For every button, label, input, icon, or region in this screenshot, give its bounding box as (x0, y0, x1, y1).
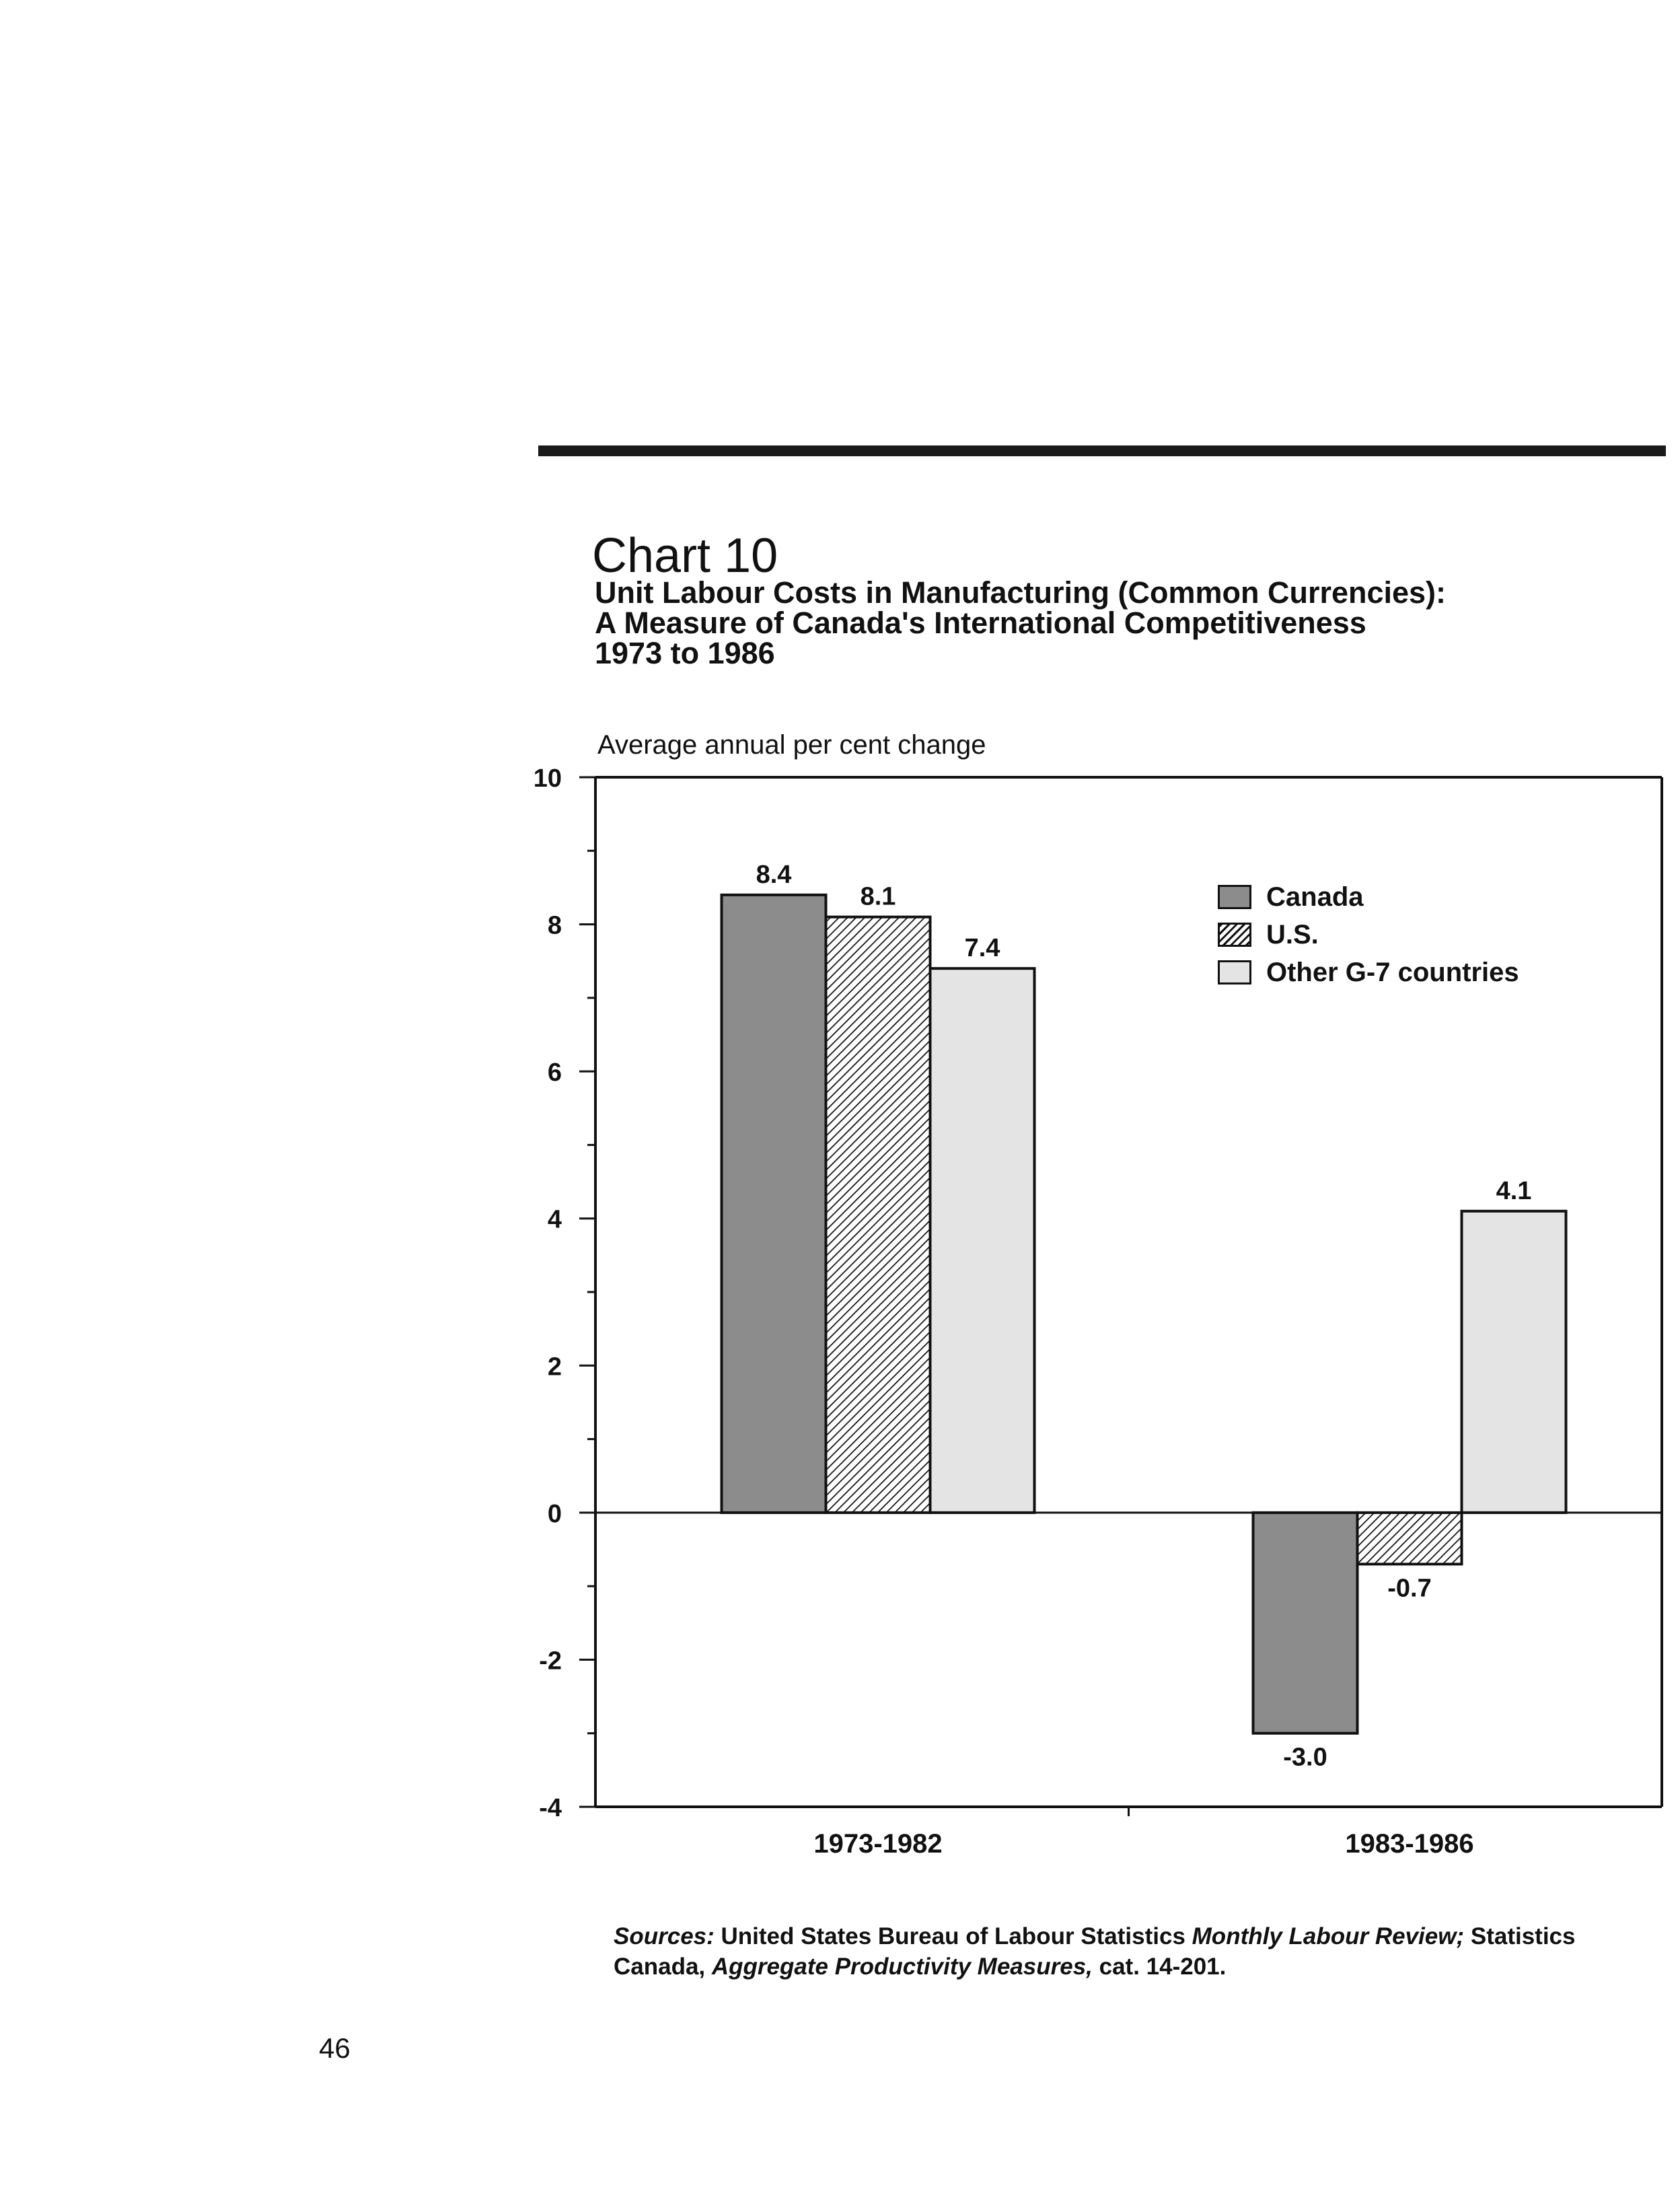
page-number: 46 (319, 2032, 351, 2064)
bar-other-g-7-countries (1462, 1211, 1566, 1513)
subtitle-line: Unit Labour Costs in Manufacturing (Common Currencies): (595, 575, 1447, 610)
legend-label: Canada (1266, 882, 1364, 912)
y-tick-label: 10 (533, 764, 562, 793)
data-label: 7.4 (964, 934, 1000, 963)
sources-text: United States Bureau of Labour Statistics (721, 1923, 1185, 1949)
data-label: 8.4 (756, 860, 792, 889)
legend-swatch-canada (1218, 885, 1251, 909)
y-tick-label: 2 (547, 1353, 562, 1382)
bar-u-s- (1358, 1513, 1462, 1565)
chart-legend (1218, 878, 1519, 991)
data-label: 4.1 (1496, 1176, 1532, 1205)
y-tick-label: 8 (547, 911, 562, 940)
bar-canada (1253, 1513, 1358, 1733)
x-category-label: 1983-1986 (1345, 1829, 1474, 1859)
legend-label: Other G-7 countries (1266, 957, 1519, 987)
legend-swatch-other-g7 (1218, 960, 1251, 984)
bar-other-g-7-countries (930, 968, 1035, 1513)
legend-item-us (1218, 916, 1519, 954)
bar-canada (722, 895, 826, 1513)
y-tick-label: -4 (539, 1794, 562, 1822)
y-tick-label: -2 (539, 1647, 562, 1676)
subtitle-line: 1973 to 1986 (595, 636, 775, 670)
x-category-label: 1973-1982 (813, 1829, 943, 1859)
bar-u-s- (826, 917, 930, 1513)
sources-note (614, 1921, 1663, 1982)
legend-item-canada (1218, 878, 1519, 916)
legend-item-other-g7 (1218, 954, 1519, 991)
y-tick-label: 4 (547, 1205, 562, 1234)
data-label: -0.7 (1387, 1574, 1432, 1603)
y-axis-label: Average annual per cent change (597, 730, 986, 760)
sources-publication: Monthly Labour Review; (1192, 1923, 1465, 1949)
legend-swatch-us (1218, 923, 1251, 947)
sources-text: Statistics Canada, (614, 1923, 1576, 1980)
data-label: 8.1 (860, 882, 896, 911)
sources-text: cat. 14-201. (1099, 1954, 1227, 1980)
data-label: -3.0 (1283, 1743, 1327, 1772)
sources-lead: Sources: (614, 1923, 715, 1949)
y-tick-label: 6 (547, 1059, 562, 1087)
subtitle-line: A Measure of Canada's International Competitiveness (595, 606, 1366, 640)
y-tick-label: 0 (547, 1499, 562, 1528)
chart-number: Chart 10 (592, 529, 778, 583)
legend-label: U.S. (1266, 919, 1319, 950)
sources-publication: Aggregate Productivity Measures, (711, 1954, 1093, 1980)
